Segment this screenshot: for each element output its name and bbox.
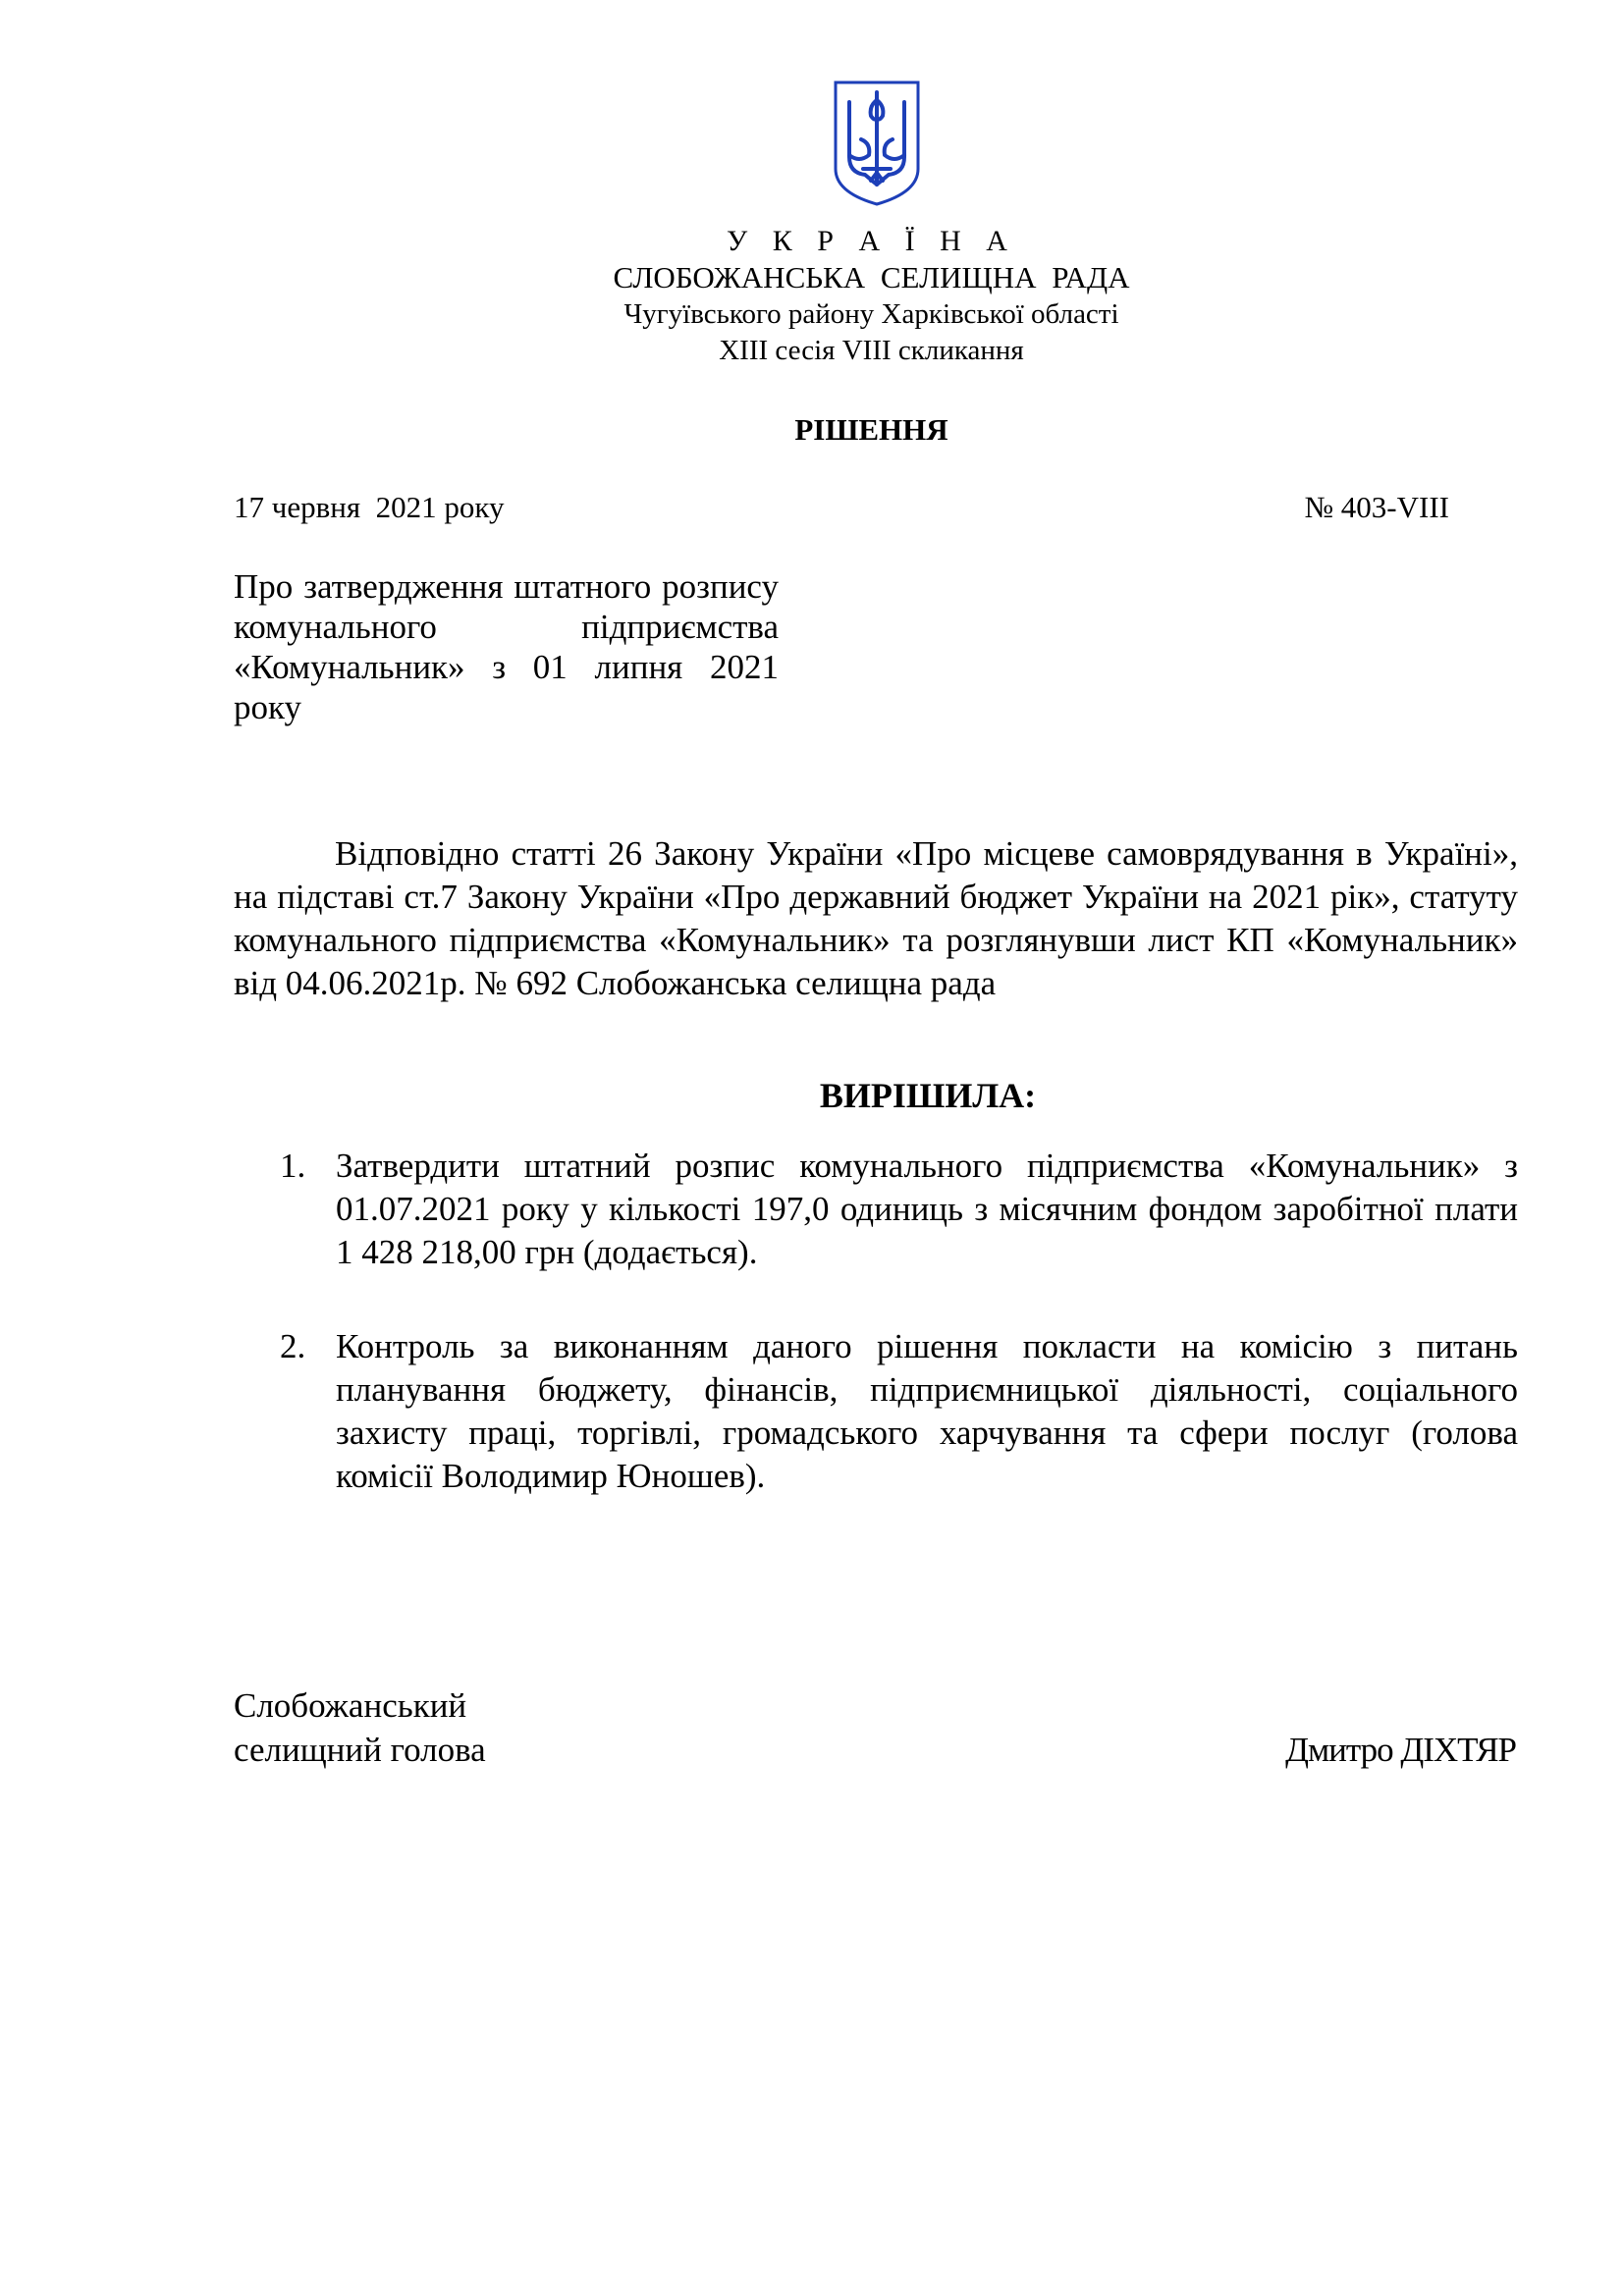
document-subject: Про затвердження штатного розпису комунального підприємства «Комунальник» з 01 липня 2021 року <box>234 567 779 726</box>
country-name: У К Р А Ї Н А <box>727 225 1016 257</box>
decision-item <box>280 1145 1518 1274</box>
preamble-paragraph: Відповідно статті 26 Закону України «Про місцеве самоврядування в Україні», на підставі ст.7 Закону України «Про державний бюджет України на 2021 рік», статуту комунального підприємства «Комунальник» та розглянувши лист КП «Комунальник» від 04.06.2021р. № 692 Слобожанська селищна рада <box>234 834 1518 1002</box>
document-date: 17 червня 2021 року <box>234 490 505 524</box>
signatory-title-line: селищний голова <box>234 1731 486 1769</box>
decision-item-number: 1. <box>280 1147 306 1185</box>
document-number: № 403-VIII <box>1304 490 1449 524</box>
document-type-heading: РІШЕННЯ <box>794 412 948 447</box>
signatory-name: Дмитро ДІХТЯР <box>1285 1731 1516 1769</box>
signatory-title <box>234 1683 486 1772</box>
signatory-title-line: Слобожанський <box>234 1686 467 1725</box>
session-info: XIII сесія VIII скликання <box>719 335 1024 366</box>
decided-heading: ВИРІШИЛА: <box>819 1076 1037 1115</box>
decision-item-text: Контроль за виконанням даного рішення покласти на комісію з питань планування бюджету, фінансів, підприємницької діяльності, соціального захисту праці, торгівлі, громадського харчування та сфери послуг (голова комісії Володимир Юношев). <box>336 1327 1518 1495</box>
decision-item <box>280 1325 1518 1498</box>
coat-of-arms-icon <box>832 79 922 208</box>
decision-item-text: Затвердити штатний розпис комунального підприємства «Комунальник» з 01.07.2021 року у кількості 197,0 одиниць з місячним фондом заробітної плати 1 428 218,00 грн (додається). <box>336 1147 1518 1271</box>
council-name: СЛОБОЖАНСЬКА СЕЛИЩНА РАДА <box>613 260 1130 294</box>
district-name: Чугуївського району Харківської області <box>623 298 1119 330</box>
decision-item-number: 2. <box>280 1327 306 1365</box>
